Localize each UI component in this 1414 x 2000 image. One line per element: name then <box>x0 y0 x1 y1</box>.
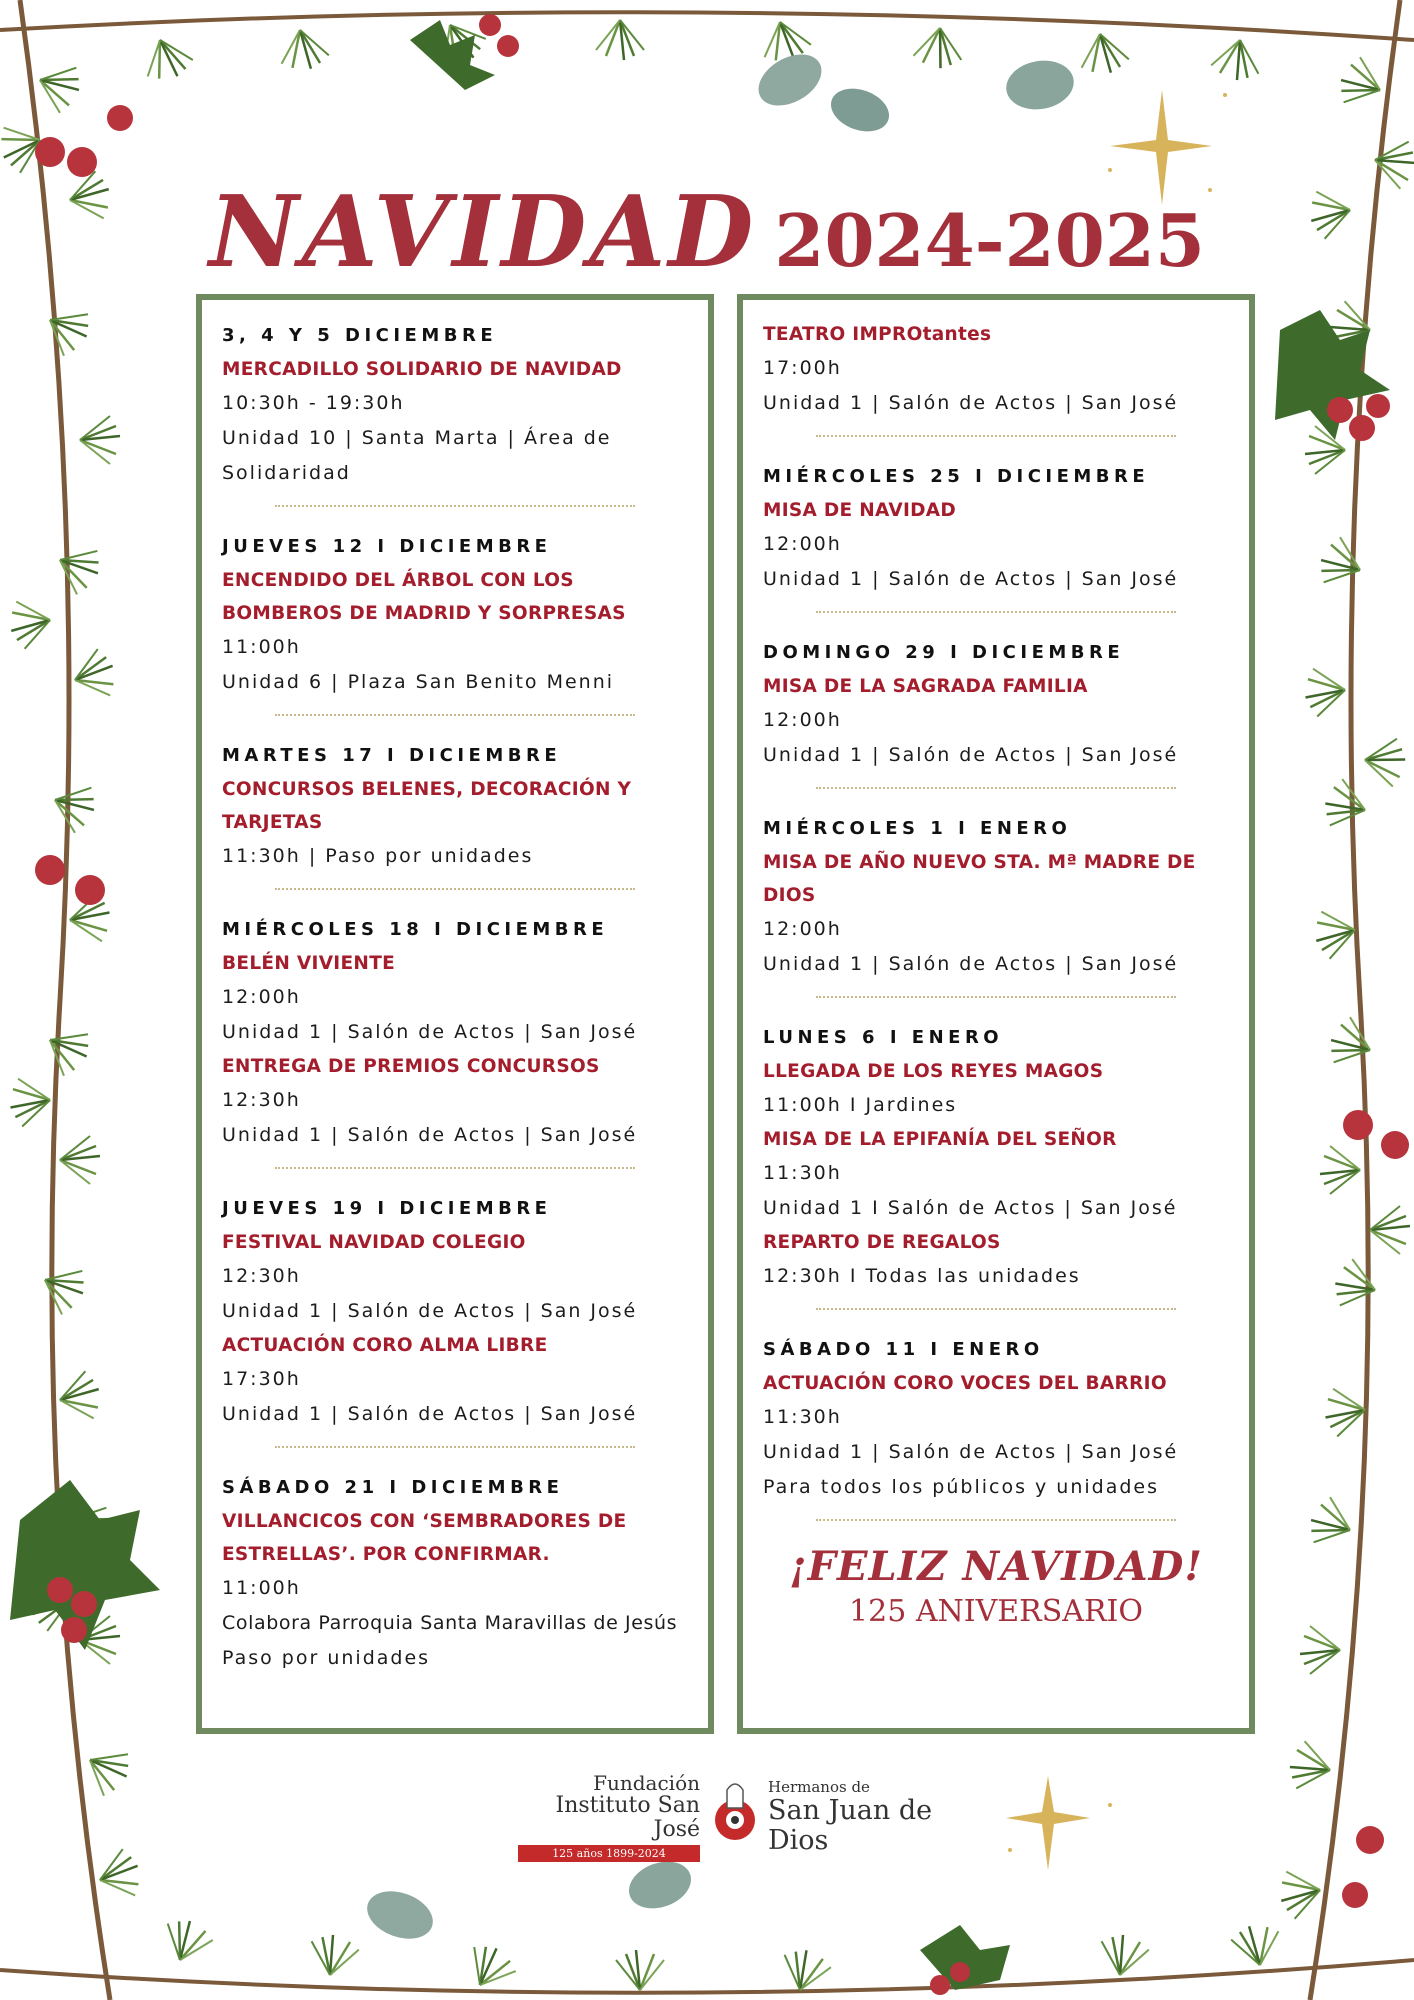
event-title: REPARTO DE REGALOS <box>763 1232 1001 1253</box>
logos-footer <box>510 1771 970 1860</box>
schedule-right-column <box>737 294 1255 1734</box>
schedule-left-column <box>196 294 714 1734</box>
event-block <box>763 811 1229 982</box>
event-block <box>763 635 1229 773</box>
event-detail: 12:00h <box>763 533 842 555</box>
event-title: FESTIVAL NAVIDAD COLEGIO <box>222 1232 526 1253</box>
event-detail: 12:30h <box>222 1265 301 1287</box>
dotted-separator <box>275 505 635 507</box>
event-detail: 11:00h I Jardines <box>763 1094 958 1116</box>
greeting-line1: ¡FELIZ NAVIDAD! <box>789 1543 1203 1590</box>
event-detail: 17:00h <box>763 357 842 379</box>
event-title: DIOS <box>763 885 816 906</box>
event-title: BELÉN VIVIENTE <box>222 953 396 974</box>
event-detail: 12:00h <box>222 986 301 1008</box>
dotted-separator <box>816 996 1176 998</box>
hermanos-logo-line2: San Juan de Dios <box>768 1795 933 1856</box>
event-title: ENCENDIDO DEL ÁRBOL CON LOS <box>222 570 574 591</box>
event-block <box>222 1191 688 1432</box>
event-day: 3, 4 Y 5 DICIEMBRE <box>222 325 498 346</box>
event-title: MERCADILLO SOLIDARIO DE NAVIDAD <box>222 359 622 380</box>
event-detail: 11:30h <box>763 1406 842 1428</box>
dotted-separator <box>816 1308 1176 1310</box>
event-detail: Unidad 1 | Salón de Actos | San José <box>763 568 1179 590</box>
event-block <box>763 1020 1229 1294</box>
event-title: MISA DE NAVIDAD <box>763 500 957 521</box>
event-detail: 11:00h <box>222 1577 301 1599</box>
event-day: JUEVES 12 I DICIEMBRE <box>222 536 552 557</box>
event-day: MIÉRCOLES 25 I DICIEMBRE <box>763 466 1150 487</box>
fundacion-logo-line3: 125 años 1899-2024 <box>518 1845 700 1862</box>
title-main: NAVIDAD <box>208 175 757 290</box>
event-detail: 11:30h <box>763 1162 842 1184</box>
page-title <box>0 175 1414 290</box>
event-detail: 12:30h <box>222 1089 301 1111</box>
event-detail: Unidad 1 | Salón de Actos | San José <box>222 1300 638 1322</box>
event-detail: Unidad 1 | Salón de Actos | San José <box>763 744 1179 766</box>
event-block <box>763 459 1229 597</box>
event-title: TARJETAS <box>222 812 323 833</box>
event-title: TEATRO IMPROtantes <box>763 324 992 345</box>
event-detail: Colabora Parroquia Santa Maravillas de Jesús <box>222 1612 678 1634</box>
event-detail: Unidad 1 | Salón de Actos | San José <box>763 953 1179 975</box>
dotted-separator <box>275 714 635 716</box>
event-detail: Unidad 1 | Salón de Actos | San José <box>222 1021 638 1043</box>
event-title: CONCURSOS BELENES, DECORACIÓN Y <box>222 779 632 800</box>
event-detail: Unidad 6 | Plaza San Benito Menni <box>222 671 615 693</box>
event-block <box>763 318 1229 421</box>
event-title: MISA DE LA EPIFANÍA DEL SEÑOR <box>763 1129 1117 1150</box>
hermanos-logo <box>768 1778 970 1856</box>
event-detail: Unidad 1 | Salón de Actos | San José <box>763 392 1179 414</box>
event-detail: 17:30h <box>222 1368 301 1390</box>
event-title: MISA DE LA SAGRADA FAMILIA <box>763 676 1088 697</box>
hermanos-logo-line1: Hermanos de <box>768 1778 870 1796</box>
event-block <box>222 1470 688 1676</box>
event-detail: Unidad 1 | Salón de Actos | San José <box>763 1441 1179 1463</box>
title-years: 2024-2025 <box>774 198 1206 283</box>
event-detail: 12:30h I Todas las unidades <box>763 1265 1081 1287</box>
event-title: BOMBEROS DE MADRID Y SORPRESAS <box>222 603 626 624</box>
event-detail: Para todos los públicos y unidades <box>763 1476 1160 1498</box>
event-detail: Unidad 1 | Salón de Actos | San José <box>222 1403 638 1425</box>
event-detail: Solidaridad <box>222 462 351 484</box>
dotted-separator <box>275 888 635 890</box>
gold-star-bottom <box>1006 1776 1112 1870</box>
right-pine-branch <box>1276 0 1414 2000</box>
event-block <box>763 1332 1229 1505</box>
event-detail: Unidad 1 | Salón de Actos | San José <box>222 1124 638 1146</box>
event-block <box>222 318 688 491</box>
event-day: SÁBADO 21 I DICIEMBRE <box>222 1477 564 1498</box>
event-day: SÁBADO 11 I ENERO <box>763 1339 1044 1360</box>
top-pine-branch <box>0 12 1414 139</box>
dotted-separator <box>816 1519 1176 1521</box>
event-detail: Paso por unidades <box>222 1647 431 1669</box>
event-detail: 10:30h - 19:30h <box>222 392 405 414</box>
event-title: LLEGADA DE LOS REYES MAGOS <box>763 1061 1104 1082</box>
dotted-separator <box>816 435 1176 437</box>
event-day: LUNES 6 I ENERO <box>763 1027 1004 1048</box>
event-title: MISA DE AÑO NUEVO STA. Mª MADRE DE <box>763 852 1196 873</box>
event-day: MIÉRCOLES 1 I ENERO <box>763 818 1072 839</box>
fundacion-logo-line1: Fundación <box>593 1771 700 1795</box>
greeting <box>763 1543 1229 1629</box>
event-detail: Unidad 1 I Salón de Actos | San José <box>763 1197 1178 1219</box>
fundacion-logo-line2: Instituto San José <box>555 1793 700 1842</box>
event-day: MARTES 17 I DICIEMBRE <box>222 745 562 766</box>
event-detail: Unidad 10 | Santa Marta | Área de <box>222 427 612 449</box>
left-pine-branch <box>0 0 145 2000</box>
greeting-line2: 125 ANIVERSARIO <box>849 1594 1143 1629</box>
dotted-separator <box>275 1446 635 1448</box>
dotted-separator <box>816 787 1176 789</box>
event-block <box>222 738 688 874</box>
fundacion-logo <box>510 1772 700 1862</box>
dotted-separator <box>275 1167 635 1169</box>
event-detail: 11:00h <box>222 636 301 658</box>
event-block <box>222 912 688 1153</box>
bottom-pine-branch <box>0 1853 1414 1997</box>
event-title: ENTREGA DE PREMIOS CONCURSOS <box>222 1056 600 1077</box>
event-title: ESTRELLAS’. POR CONFIRMAR. <box>222 1544 550 1565</box>
event-detail: 12:00h <box>763 709 842 731</box>
event-title: ACTUACIÓN CORO ALMA LIBRE <box>222 1335 548 1356</box>
event-title: ACTUACIÓN CORO VOCES DEL BARRIO <box>763 1373 1167 1394</box>
event-title: VILLANCICOS CON ‘SEMBRADORES DE <box>222 1511 627 1532</box>
dotted-separator <box>816 611 1176 613</box>
event-block <box>222 529 688 700</box>
event-day: DOMINGO 29 I DICIEMBRE <box>763 642 1125 663</box>
event-detail: 11:30h | Paso por unidades <box>222 845 534 867</box>
san-juan-de-dios-emblem-icon <box>713 1778 757 1844</box>
event-day: JUEVES 19 I DICIEMBRE <box>222 1198 552 1219</box>
event-detail: 12:00h <box>763 918 842 940</box>
event-day: MIÉRCOLES 18 I DICIEMBRE <box>222 919 609 940</box>
